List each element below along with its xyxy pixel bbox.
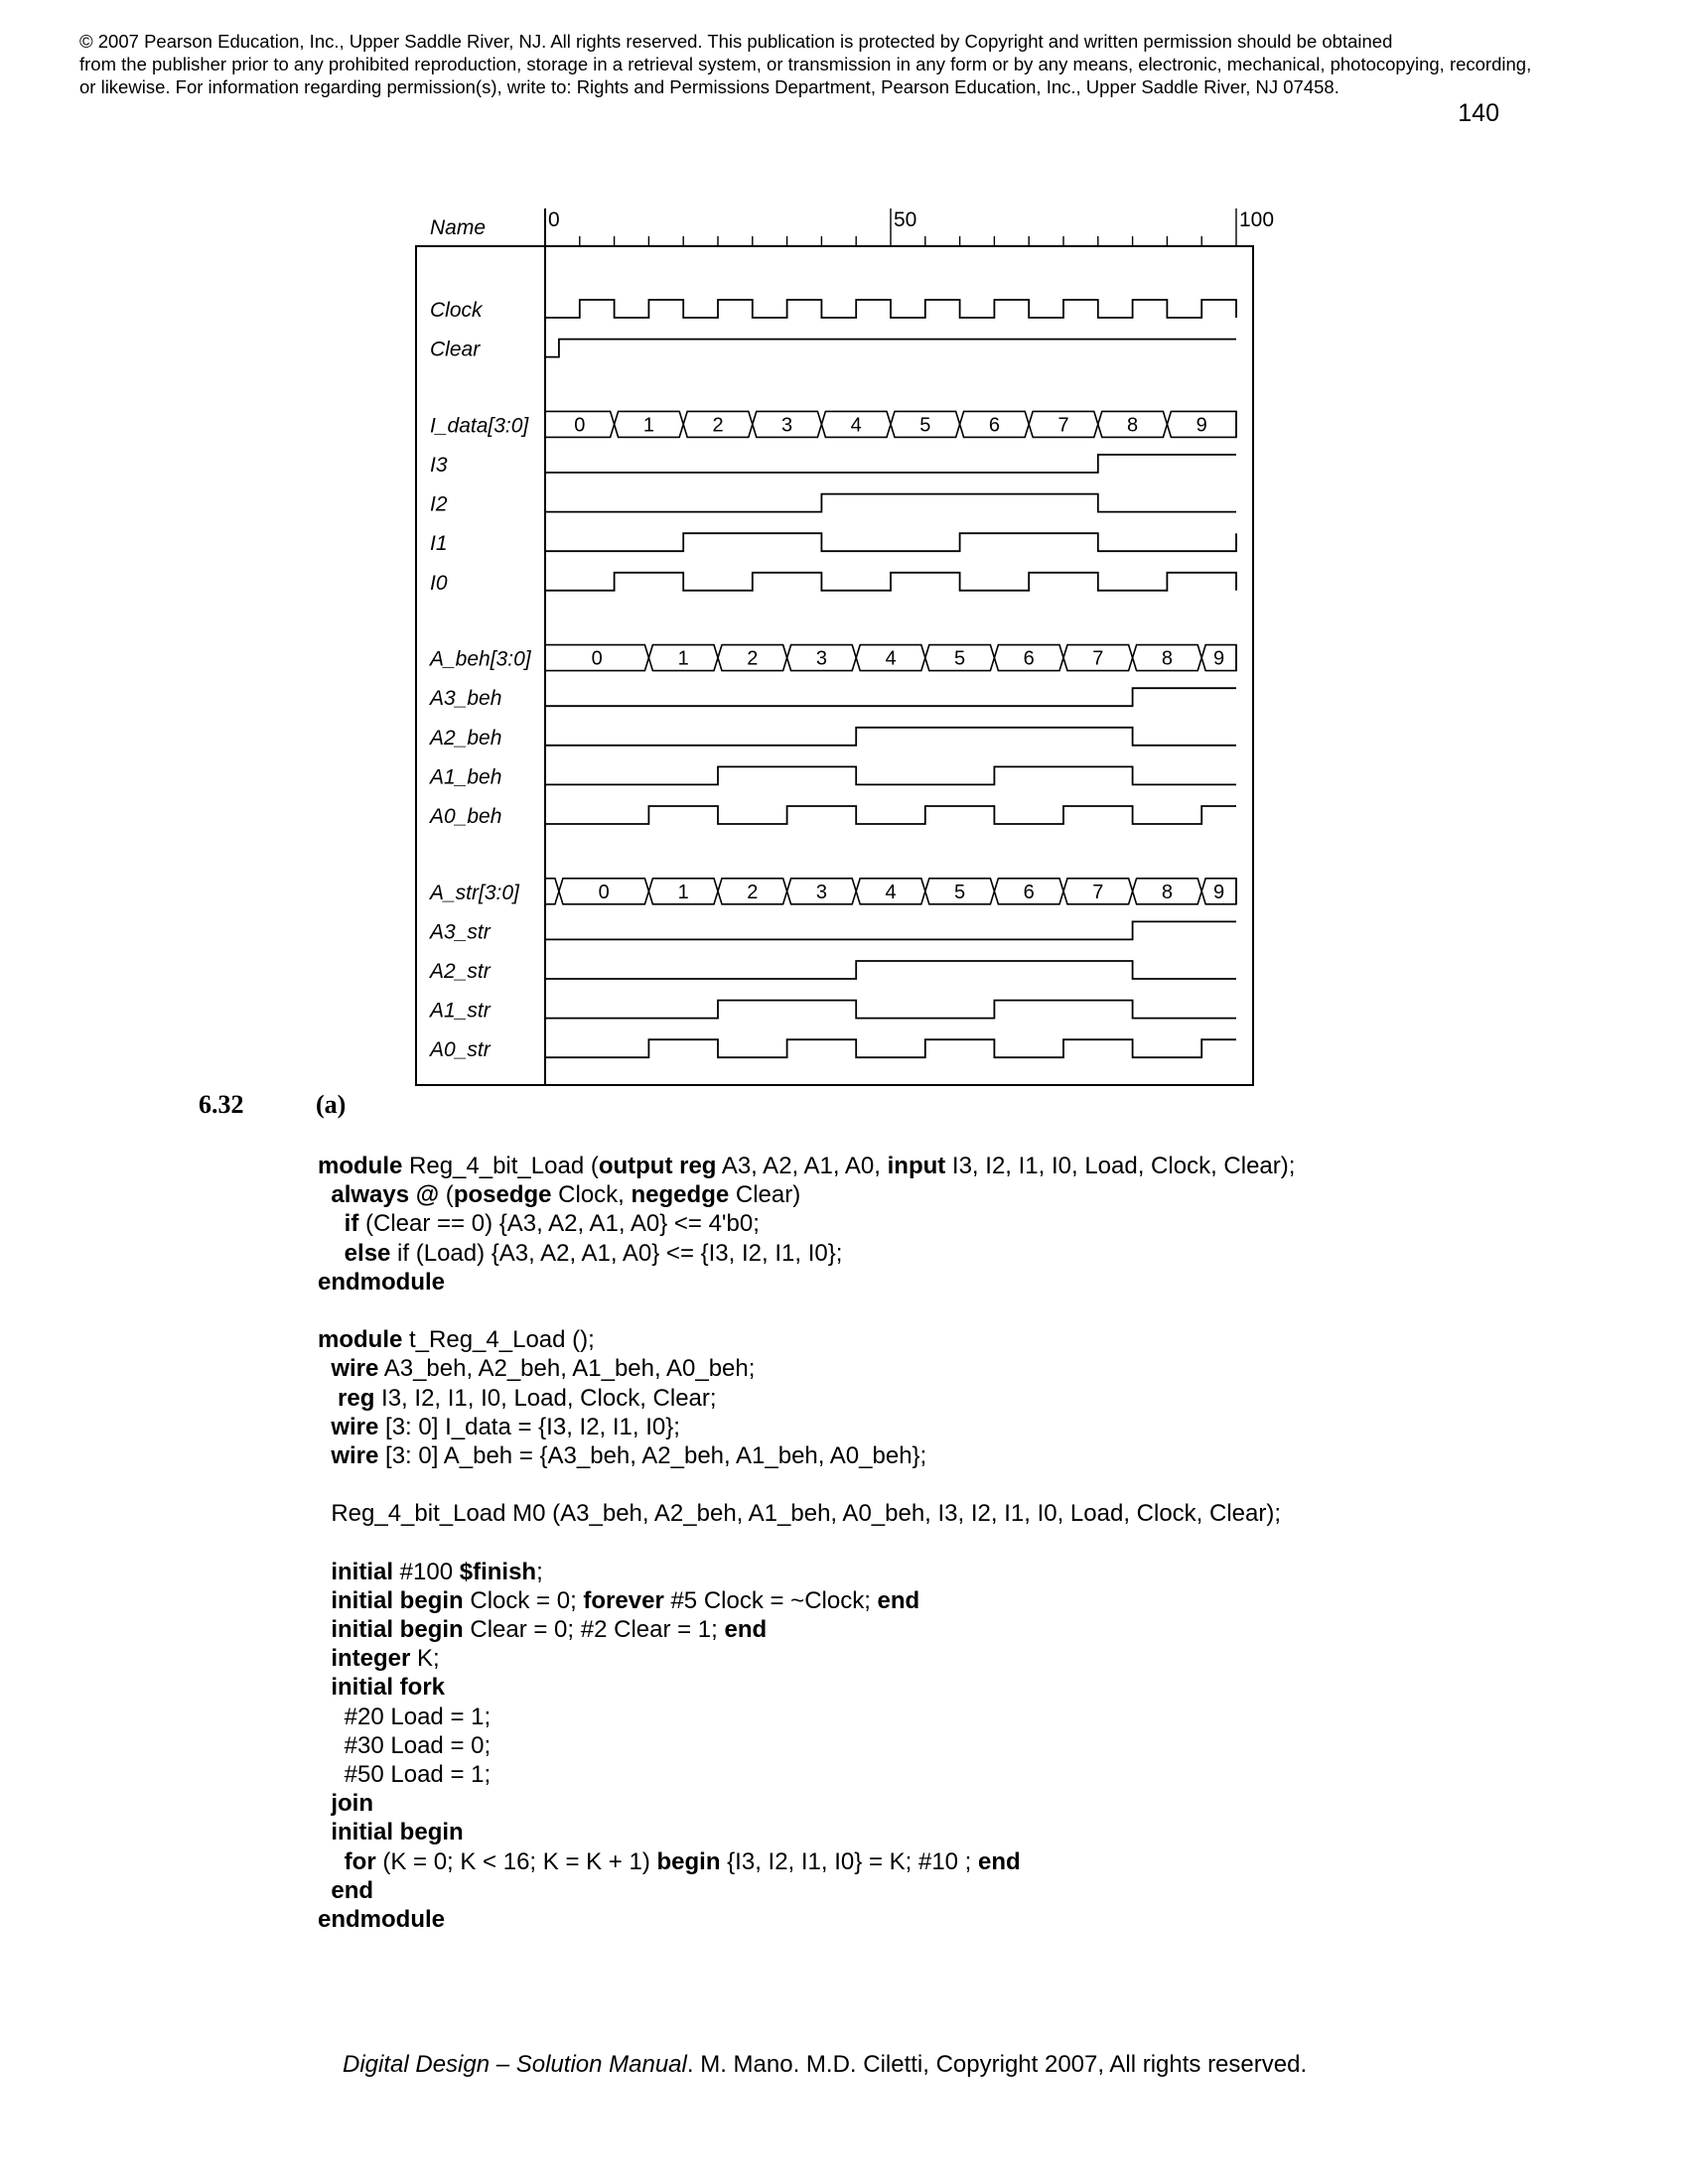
signal-name: I1 — [430, 532, 448, 556]
signal-name: A2_str — [430, 960, 491, 983]
code-keyword: initial — [331, 1558, 394, 1585]
bus-value: 2 — [747, 647, 759, 670]
code-text: [3: 0] A_beh = {A3_beh, A2_beh, A1_beh, A0_beh}; — [378, 1441, 927, 1469]
code-line — [318, 1586, 1295, 1615]
code-text — [318, 1414, 331, 1440]
bus-value: 3 — [815, 881, 827, 903]
time-tick-label: 100 — [1239, 208, 1275, 231]
code-line — [318, 1297, 1295, 1325]
bus-value: 4 — [885, 881, 897, 903]
code-text: Reg_4_bit_Load M0 (A3_beh, A2_beh, A1_beh, A0_beh, I3, I2, I1, I0, Load, Clock, Clear); — [318, 1500, 1282, 1528]
code-text — [318, 1181, 331, 1208]
signal-name: Clock — [430, 299, 483, 322]
waveform-trace — [545, 300, 1236, 318]
code-keyword: negedge — [631, 1181, 730, 1209]
code-text: A3, A2, A1, A0, — [716, 1153, 888, 1179]
bus-value: 7 — [1092, 647, 1104, 670]
code-line — [318, 1239, 1295, 1268]
code-text: #20 Load = 1; — [318, 1703, 492, 1730]
waveform-trace — [545, 688, 1236, 706]
code-line — [318, 1644, 1295, 1673]
page-footer — [343, 2051, 1307, 2079]
signal-name: A1_beh — [430, 765, 502, 789]
code-text — [318, 1645, 331, 1672]
bus-value: 2 — [747, 881, 759, 903]
code-text — [318, 1819, 331, 1845]
code-keyword: end — [331, 1876, 374, 1904]
code-keyword: end — [724, 1616, 768, 1643]
bus-value: 4 — [850, 414, 862, 437]
waveform-trace — [545, 728, 1236, 746]
code-text: Clear = 0; #2 Clear = 1; — [463, 1616, 725, 1643]
code-keyword: initial begin — [331, 1819, 464, 1846]
code-line — [318, 1325, 1295, 1354]
footer-credits: . M. Mano. M.D. Ciletti, Copyright 2007, All rights reserved. — [686, 2051, 1308, 2078]
code-keyword: endmodule — [318, 1268, 446, 1296]
code-text: #50 Load = 1; — [318, 1760, 492, 1788]
signal-name: I0 — [430, 571, 448, 595]
code-text: #5 Clock = ~Clock; — [663, 1586, 878, 1614]
copyright-line: © 2007 Pearson Education, Inc., Upper Saddle River, NJ. All rights reserved. This publication is protected by Copyright and written permission should be obtained — [79, 31, 1393, 52]
code-text: (K = 0; K < 16; K = K + 1) — [375, 1847, 657, 1875]
bus-value: 8 — [1161, 881, 1173, 903]
code-text: I3, I2, I1, I0, Load, Clock, Clear); — [945, 1153, 1296, 1179]
bus-value: 2 — [712, 414, 724, 437]
signal-name: A0_beh — [430, 805, 502, 828]
code-text: Clear) — [729, 1181, 801, 1209]
bus-value: 6 — [1023, 881, 1035, 903]
code-keyword: reg — [338, 1384, 375, 1412]
code-line — [318, 1499, 1295, 1528]
code-line — [318, 1847, 1295, 1876]
footer-title: Digital Design – Solution Manual — [343, 2051, 687, 2078]
code-line — [318, 1876, 1295, 1905]
code-text: I3, I2, I1, I0, Load, Clock, Clear; — [374, 1384, 717, 1412]
bus-value: 5 — [919, 414, 931, 437]
code-keyword: begin — [656, 1847, 721, 1875]
code-keyword: initial begin — [331, 1616, 464, 1643]
code-text: Clock = 0; — [463, 1586, 584, 1614]
copyright-line: from the publisher prior to any prohibited reproduction, storage in a retrieval system, or transmission in any form or by any means, electronic, mechanical, photocopying, recording, — [79, 54, 1532, 74]
code-keyword: end — [877, 1586, 920, 1614]
bus-value: 1 — [677, 647, 689, 670]
code-text — [318, 1355, 331, 1382]
code-keyword: if — [344, 1210, 359, 1238]
waveform-trace — [545, 1001, 1236, 1019]
code-keyword: else — [344, 1239, 391, 1267]
code-keyword: forever — [583, 1586, 664, 1614]
bus-value: 9 — [1213, 881, 1225, 903]
waveform-trace — [545, 1039, 1236, 1057]
code-keyword: $finish — [459, 1558, 537, 1585]
code-line — [318, 1441, 1295, 1470]
code-line — [318, 1905, 1295, 1934]
code-line — [318, 1152, 1295, 1180]
code-line — [318, 1354, 1295, 1383]
code-text: (Clear == 0) {A3, A2, A1, A0} <= 4'b0; — [358, 1210, 760, 1238]
time-tick-label: 50 — [894, 208, 917, 231]
code-text — [318, 1616, 331, 1643]
code-text: #100 — [393, 1558, 460, 1585]
bus-value: 9 — [1196, 414, 1207, 437]
bus-value: 0 — [598, 881, 610, 903]
problem-number: 6.32 — [199, 1090, 244, 1119]
code-text — [318, 1240, 345, 1267]
bus-value: 6 — [1023, 647, 1035, 670]
code-text — [318, 1587, 331, 1614]
code-line — [318, 1413, 1295, 1441]
waveform-trace — [545, 533, 1236, 551]
code-line — [318, 1558, 1295, 1586]
signal-name: A_beh[3:0] — [430, 647, 531, 671]
bus-value: 6 — [988, 414, 1000, 437]
code-text — [318, 1442, 331, 1469]
signal-name: Clear — [430, 338, 481, 361]
signal-name: I3 — [430, 454, 448, 477]
bus-value: 5 — [954, 881, 966, 903]
code-text: if (Load) {A3, A2, A1, A0} <= {I3, I2, I1, I0}; — [390, 1239, 843, 1267]
code-line — [318, 1268, 1295, 1297]
code-keyword: module — [318, 1326, 403, 1354]
code-keyword: input — [887, 1153, 946, 1179]
code-line — [318, 1528, 1295, 1557]
waveform-trace — [545, 340, 1236, 357]
waveform-trace — [545, 961, 1236, 979]
code-text — [318, 1848, 345, 1875]
code-text — [318, 1210, 345, 1237]
code-keyword: integer — [331, 1645, 411, 1673]
bus-value: 7 — [1092, 881, 1104, 903]
bus-value: 1 — [677, 881, 689, 903]
code-text — [318, 1674, 331, 1701]
signal-name: I_data[3:0] — [430, 414, 529, 438]
code-line — [318, 1470, 1295, 1499]
code-keyword: output reg — [598, 1153, 717, 1179]
waveform-trace — [545, 766, 1236, 784]
code-line — [318, 1673, 1295, 1702]
bus-value: 3 — [815, 647, 827, 670]
signal-name: A3_str — [430, 920, 491, 944]
code-line — [318, 1760, 1295, 1789]
code-keyword: for — [344, 1847, 376, 1875]
code-line — [318, 1209, 1295, 1238]
signal-name: A3_beh — [430, 687, 502, 711]
signal-name: A0_str — [430, 1038, 491, 1062]
code-line — [318, 1818, 1295, 1846]
bus-value: 3 — [781, 414, 793, 437]
bus-value: 8 — [1161, 647, 1173, 670]
code-keyword: join — [331, 1790, 373, 1818]
code-text: t_Reg_4_Load (); — [402, 1326, 595, 1354]
signal-name: A2_beh — [430, 726, 502, 750]
bus-value: 0 — [574, 414, 586, 437]
bus-segment — [545, 879, 559, 904]
code-line — [318, 1180, 1295, 1209]
code-line — [318, 1789, 1295, 1818]
code-keyword: endmodule — [318, 1905, 446, 1933]
code-text — [318, 1385, 338, 1412]
code-line — [318, 1703, 1295, 1731]
code-text: #30 Load = 0; — [318, 1731, 492, 1759]
waveform-trace — [545, 494, 1236, 512]
code-keyword: module — [318, 1153, 403, 1179]
code-text — [318, 1559, 331, 1585]
code-keyword: end — [978, 1847, 1021, 1875]
bus-value: 8 — [1127, 414, 1139, 437]
waveform-frame — [416, 246, 1253, 1085]
code-keyword: wire — [331, 1355, 379, 1383]
code-keyword: wire — [331, 1413, 379, 1440]
code-text: K; — [410, 1645, 440, 1673]
code-text: ; — [536, 1558, 543, 1585]
signal-name: I2 — [430, 492, 448, 516]
code-keyword: initial begin — [331, 1586, 464, 1614]
code-text — [318, 1790, 331, 1817]
time-tick-label: 0 — [548, 208, 560, 231]
waveform-trace — [545, 921, 1236, 939]
code-text: Clock, — [551, 1181, 632, 1209]
verilog-code-listing — [318, 1152, 1295, 1934]
code-text: Reg_4_bit_Load ( — [402, 1153, 599, 1179]
code-keyword: posedge — [453, 1181, 552, 1209]
bus-value: 5 — [954, 647, 966, 670]
code-text: A3_beh, A2_beh, A1_beh, A0_beh; — [378, 1355, 756, 1383]
code-text: [3: 0] I_data = {I3, I2, I1, I0}; — [378, 1413, 680, 1440]
code-text: ( — [439, 1181, 454, 1209]
waveform-trace — [545, 455, 1236, 473]
copyright-line: or likewise. For information regarding permission(s), write to: Rights and Permissions Department, Pearson Education, Inc., Upper Saddle River, NJ 07458. — [79, 76, 1339, 97]
code-line — [318, 1731, 1295, 1760]
code-keyword: initial fork — [331, 1674, 446, 1702]
problem-part: (a) — [316, 1090, 347, 1119]
signal-name: A_str[3:0] — [430, 881, 519, 904]
code-line — [318, 1384, 1295, 1413]
bus-value: 1 — [642, 414, 654, 437]
bus-value: 7 — [1057, 414, 1069, 437]
code-line — [318, 1615, 1295, 1644]
waveform-trace — [545, 573, 1236, 591]
bus-value: 9 — [1213, 647, 1225, 670]
bus-value: 0 — [591, 647, 603, 670]
page-number: 140 — [1458, 99, 1499, 127]
code-keyword: always @ — [331, 1181, 440, 1209]
code-text — [318, 1877, 331, 1904]
name-column-header: Name — [430, 216, 487, 239]
bus-value: 4 — [885, 647, 897, 670]
waveform-trace — [545, 806, 1236, 824]
signal-name: A1_str — [430, 999, 491, 1023]
code-keyword: wire — [331, 1441, 379, 1469]
code-text: {I3, I2, I1, I0} = K; #10 ; — [720, 1847, 979, 1875]
